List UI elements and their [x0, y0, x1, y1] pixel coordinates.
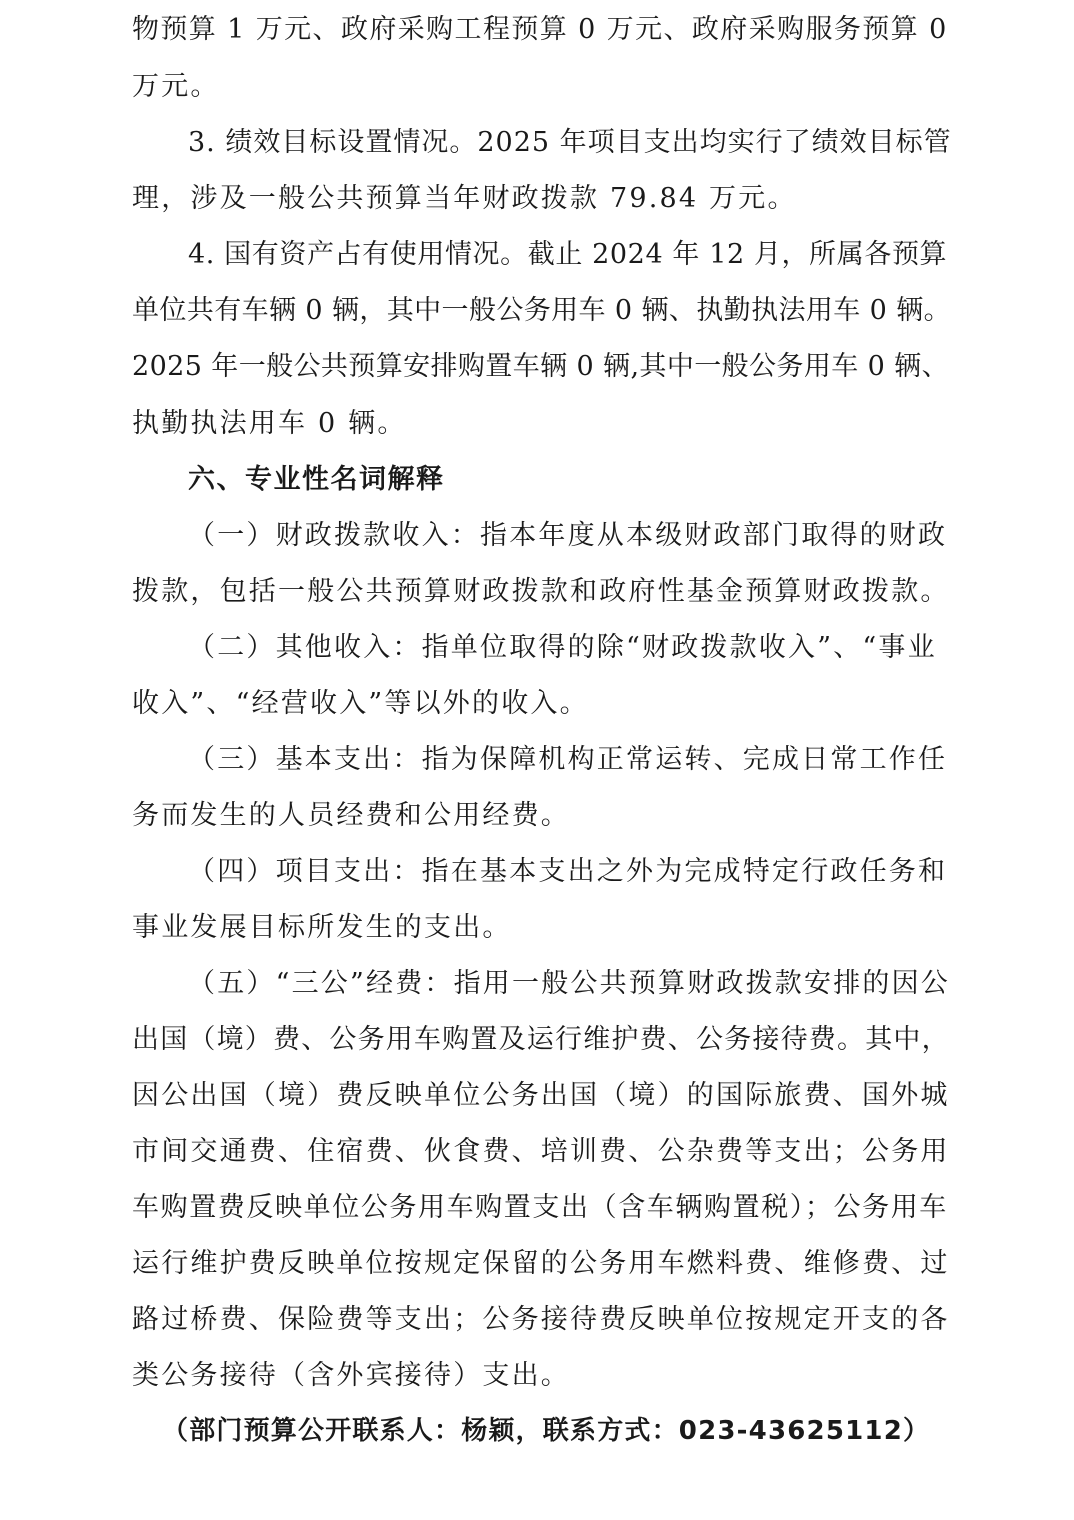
body-line: 拨款，包括一般公共预算财政拨款和政府性基金预算财政拨款。 [132, 576, 950, 607]
body-line: 物预算 1 万元、政府采购工程预算 0 万元、政府采购服务预算 0 [132, 14, 948, 45]
body-line: 收入”、“经营收入”等以外的收入。 [132, 688, 589, 719]
body-line: （五）“三公”经费：指用一般公共预算财政拨款安排的因公 [188, 968, 951, 999]
body-line: （三）基本支出：指为保障机构正常运转、完成日常工作任 [188, 744, 948, 775]
body-line: 事业发展目标所发生的支出。 [132, 912, 512, 943]
body-line: 市间交通费、住宿费、伙食费、培训费、公杂费等支出；公务用 [132, 1136, 950, 1167]
body-line: 因公出国（境）费反映单位公务出国（境）的国际旅费、国外城 [132, 1080, 950, 1111]
body-line: 单位共有车辆 0 辆，其中一般公务用车 0 辆、执勤执法用车 0 辆。 [132, 295, 952, 326]
body-line: 出国（境）费、公务用车购置及运行维护费、公务接待费。其中， [132, 1024, 950, 1055]
body-line: 3. 绩效目标设置情况。2025 年项目支出均实行了绩效目标管 [188, 127, 952, 158]
body-line: 理，涉及一般公共预算当年财政拨款 79.84 万元。 [132, 183, 797, 214]
section-heading: 六、专业性名词解释 [188, 464, 445, 495]
body-line: 执勤执法用车 0 辆。 [132, 408, 407, 439]
body-line: 运行维护费反映单位按规定保留的公务用车燃料费、维修费、过 [132, 1248, 950, 1279]
body-line: 2025 年一般公共预算安排购置车辆 0 辆,其中一般公务用车 0 辆、 [132, 351, 949, 382]
body-line: 万元。 [132, 71, 220, 102]
contact-line: （部门预算公开联系人：杨颖，联系方式：023-43625112） [162, 1416, 931, 1446]
body-line: （二）其他收入：指单位取得的除“财政拨款收入”、“事业 [188, 632, 937, 663]
body-line: 车购置费反映单位公务用车购置支出（含车辆购置税）；公务用车 [132, 1192, 948, 1223]
body-line: （四）项目支出：指在基本支出之外为完成特定行政任务和 [188, 856, 948, 887]
body-line: （一）财政拨款收入：指本年度从本级财政部门取得的财政 [188, 520, 948, 551]
body-line: 务而发生的人员经费和公用经费。 [132, 800, 570, 831]
body-line: 4. 国有资产占有使用情况。截止 2024 年 12 月，所属各预算 [188, 239, 948, 270]
body-line: 类公务接待（含外宾接待）支出。 [132, 1360, 570, 1391]
body-line: 路过桥费、保险费等支出；公务接待费反映单位按规定开支的各 [132, 1304, 950, 1335]
